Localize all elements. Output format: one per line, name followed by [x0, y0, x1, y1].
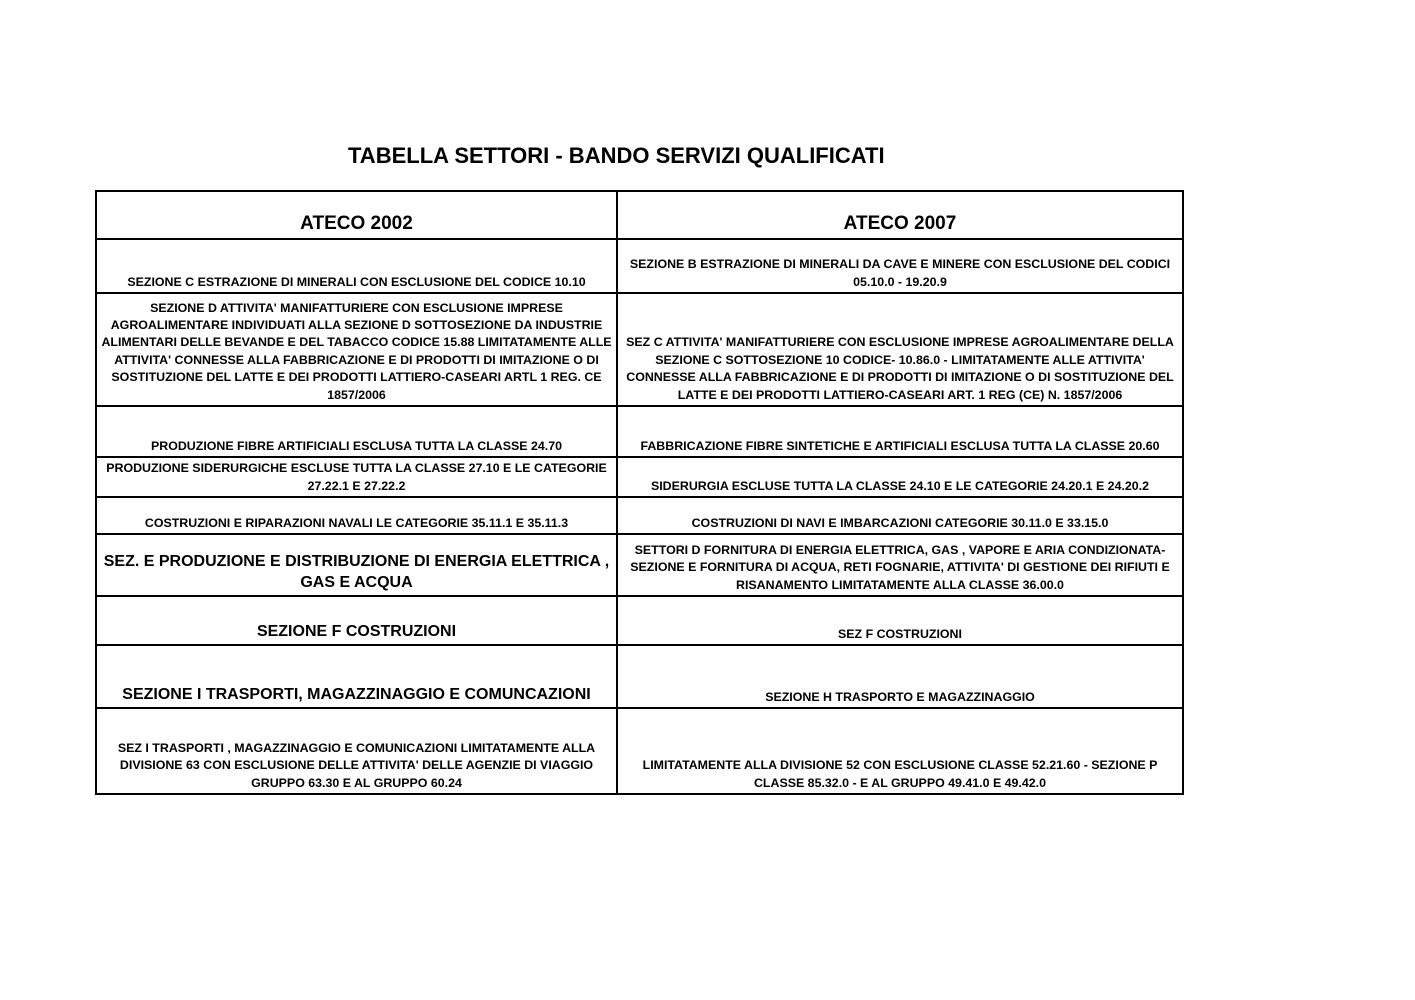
cell-ateco-2002: SEZIONE F COSTRUZIONI: [96, 596, 617, 645]
table-row: [96, 497, 1183, 534]
cell-ateco-2002: SEZ. E PRODUZIONE E DISTRIBUZIONE DI ENERGIA ELETTRICA , GAS E ACQUA: [96, 534, 617, 596]
header-ateco-2002: ATECO 2002: [96, 191, 617, 239]
cell-ateco-2007: SIDERURGIA ESCLUSE TUTTA LA CLASSE 24.10 E LE CATEGORIE 24.20.1 E 24.20.2: [617, 457, 1183, 497]
table-row: [96, 293, 1183, 406]
cell-ateco-2002: SEZIONE D ATTIVITA' MANIFATTURIERE CON ESCLUSIONE IMPRESE AGROALIMENTARE INDIVIDUATI ALLA SEZIONE D SOTTOSEZIONE DA INDUSTRIE ALIMENTARI DELLE BEVANDE E DEL TABACCO CODICE 15.88 LIMITATAMENTE ALLE ATTIVITA' CONNESSE ALLA FABBRICAZIONE E DI PRODOTTI DI IMITAZIONE O DI SOSTITUZIONE DEL LATTE E DEI PRODOTTI LATTIERO-CASEARI ARTL 1 REG. CE 1857/2006: [96, 293, 617, 406]
page-title: TABELLA SETTORI - BANDO SERVIZI QUALIFICATI: [348, 143, 885, 168]
cell-ateco-2007: SEZ F COSTRUZIONI: [617, 596, 1183, 645]
table-row: [96, 406, 1183, 457]
cell-ateco-2002: SEZ I TRASPORTI , MAGAZZINAGGIO E COMUNICAZIONI LIMITATAMENTE ALLA DIVISIONE 63 CON ESCLUSIONE DELLE ATTIVITA' DELLE AGENZIE DI VIAGGIO GRUPPO 63.30 E AL GRUPPO 60.24: [96, 708, 617, 794]
cell-ateco-2007: SEZ C ATTIVITA' MANIFATTURIERE CON ESCLUSIONE IMPRESE AGROALIMENTARE DELLA SEZIONE C SOTTOSEZIONE 10 CODICE- 10.86.0 - LIMITATAMENTE ALLE ATTIVITA' CONNESSE ALLA FABBRICAZIONE E DI PRODOTTI DI IMITAZIONE O DI SOSTITUZIONE DEL LATTE E DEI PRODOTTI LATTIERO-CASEARI ART. 1 REG (CE) N. 1857/2006: [617, 293, 1183, 406]
cell-ateco-2007: LIMITATAMENTE ALLA DIVISIONE 52 CON ESCLUSIONE CLASSE 52.21.60 - SEZIONE P CLASSE 85.32.0 - E AL GRUPPO 49.41.0 E 49.42.0: [617, 708, 1183, 794]
table-row: [96, 534, 1183, 596]
cell-ateco-2007: COSTRUZIONI DI NAVI E IMBARCAZIONI CATEGORIE 30.11.0 E 33.15.0: [617, 497, 1183, 534]
cell-ateco-2007: SEZIONE B ESTRAZIONE DI MINERALI DA CAVE E MINERE CON ESCLUSIONE DEL CODICI 05.10.0 - 19.20.9: [617, 239, 1183, 293]
table-row: [96, 596, 1183, 645]
header-ateco-2007: ATECO 2007: [617, 191, 1183, 239]
table-row: [96, 645, 1183, 708]
cell-ateco-2007: FABBRICAZIONE FIBRE SINTETICHE E ARTIFICIALI ESCLUSA TUTTA LA CLASSE 20.60: [617, 406, 1183, 457]
cell-ateco-2002: PRODUZIONE FIBRE ARTIFICIALI ESCLUSA TUTTA LA CLASSE 24.70: [96, 406, 617, 457]
cell-ateco-2002: SEZIONE I TRASPORTI, MAGAZZINAGGIO E COMUNCAZIONI: [96, 645, 617, 708]
table-header-row: [96, 191, 1183, 239]
table-row: [96, 708, 1183, 794]
cell-ateco-2002: PRODUZIONE SIDERURGICHE ESCLUSE TUTTA LA CLASSE 27.10 E LE CATEGORIE 27.22.1 E 27.22.2: [96, 457, 617, 497]
cell-ateco-2002: COSTRUZIONI E RIPARAZIONI NAVALI LE CATEGORIE 35.11.1 E 35.11.3: [96, 497, 617, 534]
settori-table: [95, 190, 1184, 795]
table-row: [96, 239, 1183, 293]
table-row: [96, 457, 1183, 497]
cell-ateco-2007: SEZIONE H TRASPORTO E MAGAZZINAGGIO: [617, 645, 1183, 708]
cell-ateco-2007: SETTORI D FORNITURA DI ENERGIA ELETTRICA, GAS , VAPORE E ARIA CONDIZIONATA-SEZIONE E FORNITURA DI ACQUA, RETI FOGNARIE, ATTIVITA' DI GESTIONE DEI RIFIUTI E RISANAMENTO LIMITATAMENTE ALLA CLASSE 36.00.0: [617, 534, 1183, 596]
cell-ateco-2002: SEZIONE C ESTRAZIONE DI MINERALI CON ESCLUSIONE DEL CODICE 10.10: [96, 239, 617, 293]
